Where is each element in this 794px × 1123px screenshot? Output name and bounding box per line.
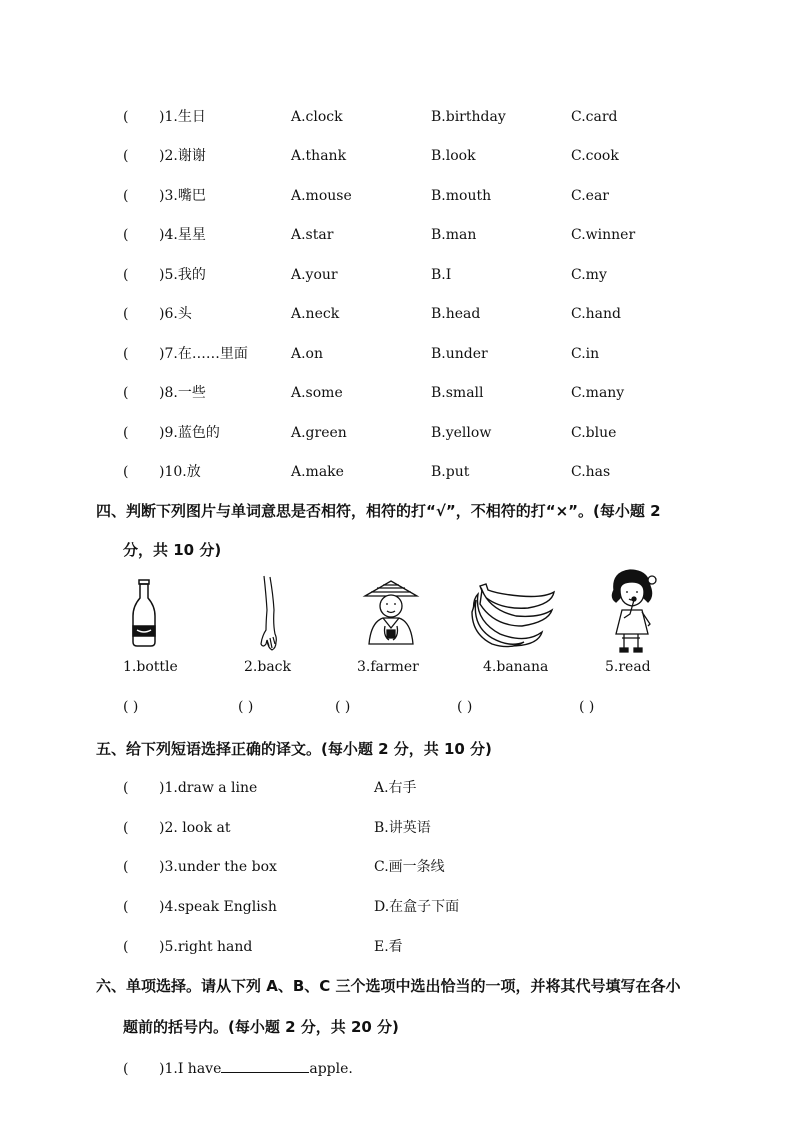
answer-paren[interactable]: ( (123, 780, 129, 796)
option-b: B.look (431, 148, 476, 164)
answer-paren[interactable]: ( (123, 148, 129, 164)
option-c: C.many (571, 385, 625, 401)
option-c: C.ear (571, 188, 609, 204)
question-prompt: )5.我的 (159, 267, 206, 283)
option-b: B.I (431, 267, 452, 283)
option-b: B.under (431, 346, 488, 362)
translation-option: E.看 (374, 939, 403, 955)
answer-paren[interactable]: ( ) (457, 699, 473, 715)
option-c: C.in (571, 346, 600, 362)
answer-paren[interactable]: ( ) (579, 699, 595, 715)
option-a: A.clock (291, 109, 343, 125)
question-prompt: )3.嘴巴 (159, 188, 206, 204)
answer-paren[interactable]: ( (123, 820, 129, 836)
section6-heading-cont: 题前的括号内。(每小题 2 分，共 20 分) (123, 1018, 399, 1036)
option-b: B.man (431, 227, 477, 243)
picture-label: 3.farmer (357, 659, 419, 675)
option-a: A.mouse (291, 188, 352, 204)
translation-option: C.画一条线 (374, 859, 445, 875)
phrase: )2. look at (159, 820, 231, 836)
answer-paren[interactable]: ( (123, 1061, 129, 1077)
answer-paren[interactable]: ( (123, 899, 129, 915)
phrase: )3.under the box (159, 859, 277, 875)
question-prompt: )10.放 (159, 464, 201, 480)
picture-label: 5.read (605, 659, 651, 675)
option-a: A.some (291, 385, 343, 401)
section4-heading-cont: 分，共 10 分) (123, 541, 222, 559)
question-prompt: )7.在……里面 (159, 346, 248, 362)
answer-paren[interactable]: ( (123, 939, 129, 955)
option-c: C.hand (571, 306, 622, 322)
question-prompt: )9.蓝色的 (159, 425, 220, 441)
option-b: B.mouth (431, 188, 492, 204)
section4-heading: 四、判断下列图片与单词意思是否相符，相符的打“√”，不相符的打“×”。(每小题 2 (96, 502, 661, 520)
picture-label: 2.back (244, 659, 291, 675)
translation-option: B.讲英语 (374, 820, 431, 836)
question-prompt: )1.生日 (159, 109, 206, 125)
option-a: A.star (291, 227, 334, 243)
answer-paren[interactable]: ( (123, 306, 129, 322)
option-a: A.neck (291, 306, 340, 322)
option-c: C.blue (571, 425, 617, 441)
option-a: A.thank (291, 148, 347, 164)
banana-icon (470, 580, 556, 648)
phrase: )1.draw a line (159, 780, 258, 796)
option-c: C.winner (571, 227, 636, 243)
answer-paren[interactable]: ( (123, 267, 129, 283)
section5-heading: 五、给下列短语选择正确的译文。(每小题 2 分，共 10 分) (96, 740, 492, 758)
answer-paren[interactable]: ( ) (123, 699, 139, 715)
farmer-icon (361, 578, 421, 648)
option-b: B.small (431, 385, 484, 401)
arm-icon (254, 574, 282, 652)
option-b: B.put (431, 464, 470, 480)
question-line (159, 1057, 353, 1081)
question-text: )1.I have (159, 1061, 222, 1077)
answer-paren[interactable]: ( ) (238, 699, 254, 715)
answer-paren[interactable]: ( (123, 346, 129, 362)
answer-paren[interactable]: ( ) (335, 699, 351, 715)
answer-paren[interactable]: ( (123, 464, 129, 480)
option-b: B.yellow (431, 425, 492, 441)
phrase: )5.right hand (159, 939, 253, 955)
picture-label: 4.banana (483, 659, 549, 675)
translation-option: A.右手 (374, 780, 417, 796)
section6-heading: 六、单项选择。请从下列 A、B、C 三个选项中选出恰当的一项，并将其代号填写在各小 (96, 977, 681, 995)
translation-option: D.在盒子下面 (374, 899, 460, 915)
answer-paren[interactable]: ( (123, 227, 129, 243)
fill-blank[interactable] (221, 1057, 309, 1073)
question-text-end: apple. (309, 1061, 353, 1077)
option-b: B.birthday (431, 109, 506, 125)
bottle-icon (128, 578, 160, 648)
question-prompt: )8.一些 (159, 385, 206, 401)
option-c: C.cook (571, 148, 619, 164)
question-prompt: )6.头 (159, 306, 192, 322)
question-prompt: )4.星星 (159, 227, 206, 243)
answer-paren[interactable]: ( (123, 188, 129, 204)
option-c: C.my (571, 267, 607, 283)
answer-paren[interactable]: ( (123, 425, 129, 441)
option-a: A.green (291, 425, 347, 441)
option-b: B.head (431, 306, 481, 322)
picture-label: 1.bottle (123, 659, 178, 675)
option-c: C.card (571, 109, 618, 125)
answer-paren[interactable]: ( (123, 109, 129, 125)
answer-paren[interactable]: ( (123, 859, 129, 875)
girl-singing-icon (604, 568, 664, 658)
option-c: C.has (571, 464, 611, 480)
phrase: )4.speak English (159, 899, 277, 915)
option-a: A.your (291, 267, 338, 283)
option-a: A.on (291, 346, 324, 362)
option-a: A.make (291, 464, 344, 480)
answer-paren[interactable]: ( (123, 385, 129, 401)
question-prompt: )2.谢谢 (159, 148, 206, 164)
